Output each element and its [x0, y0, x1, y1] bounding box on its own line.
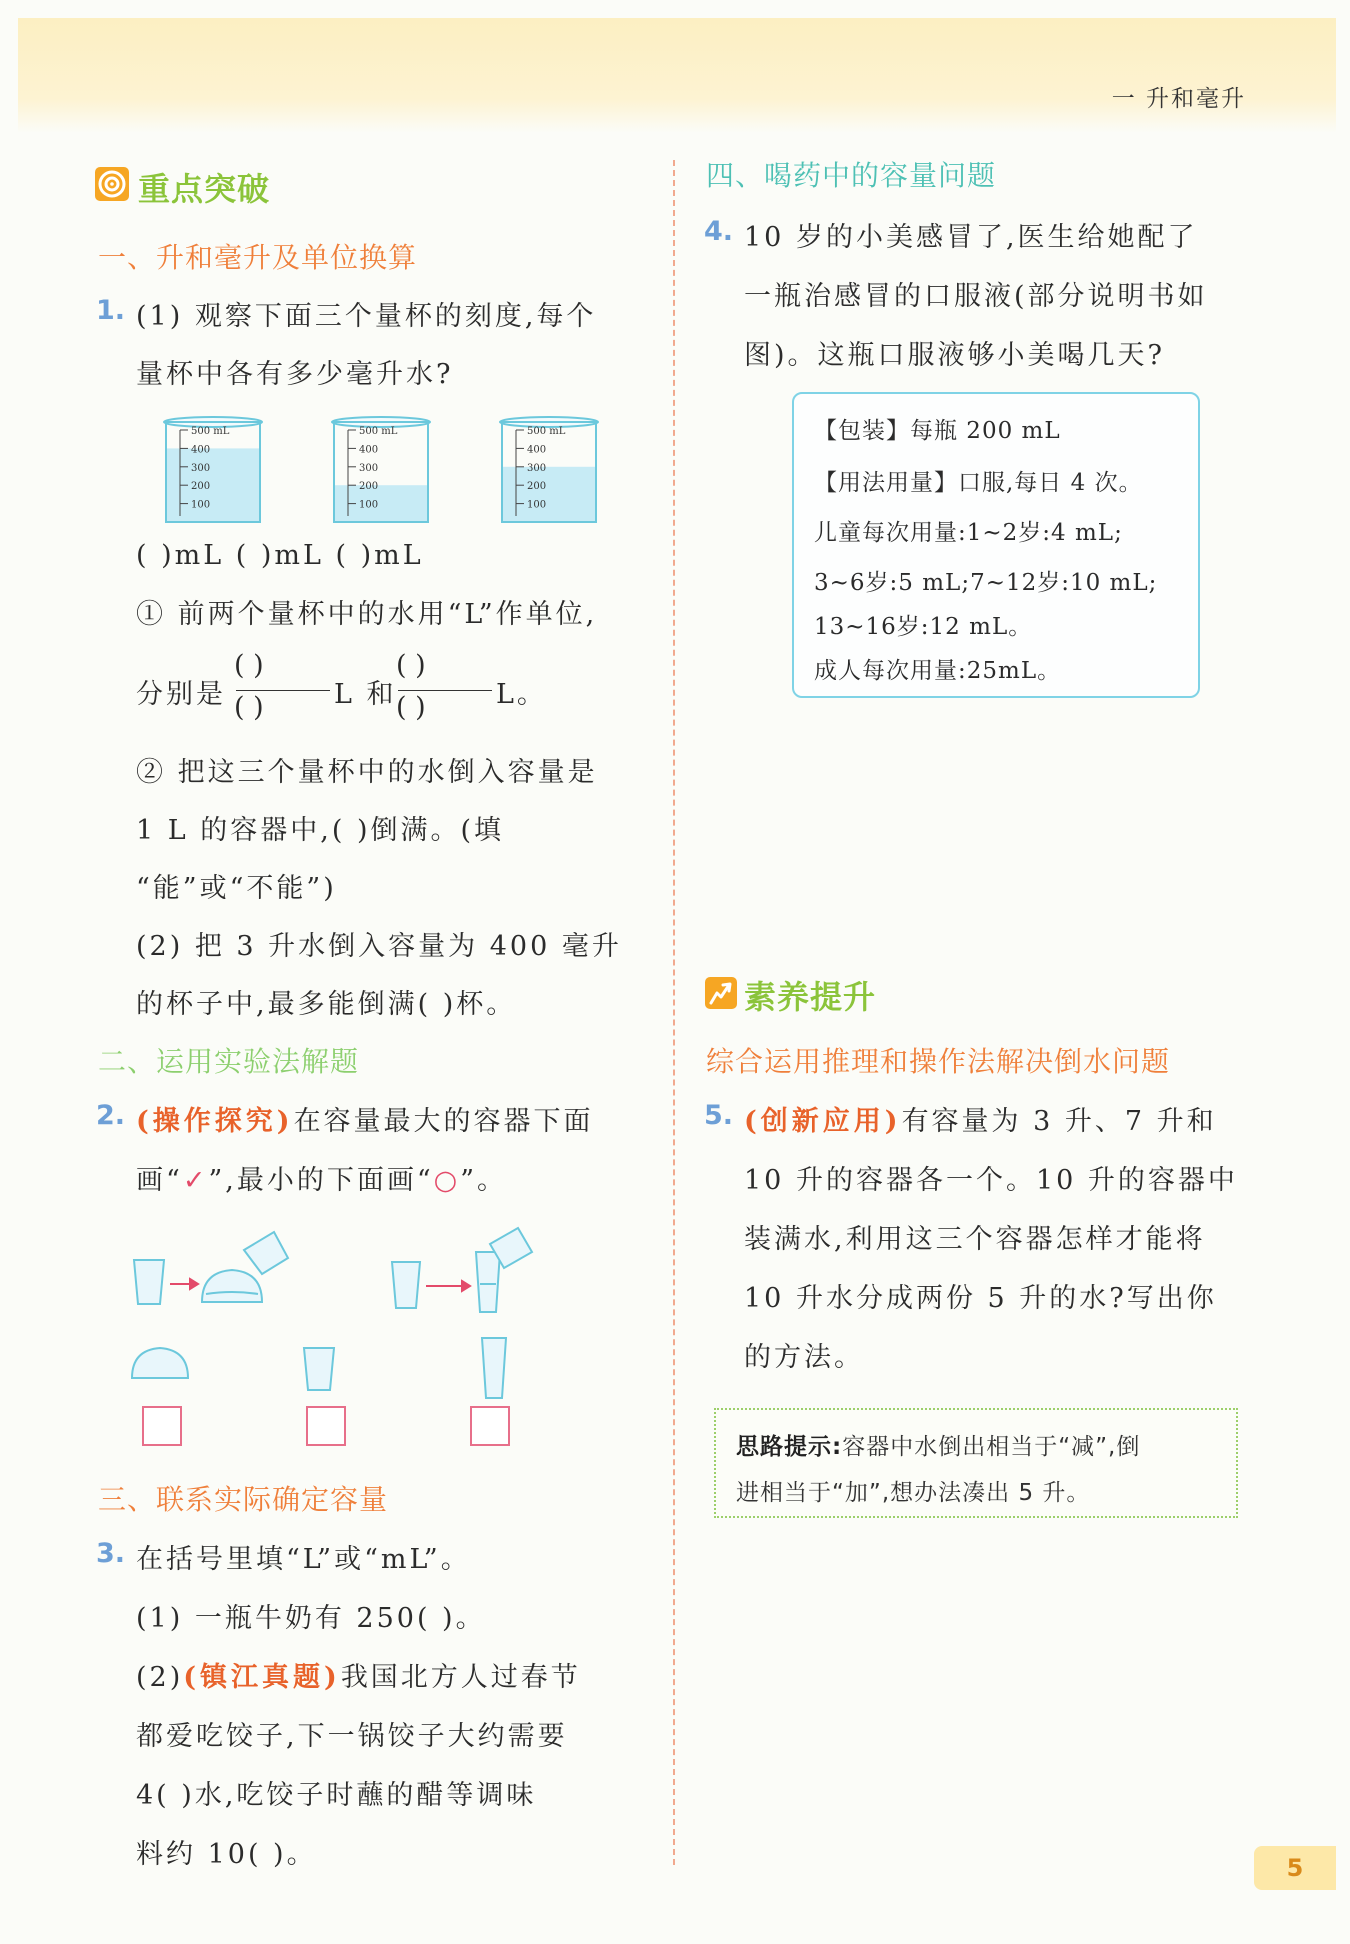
subsection-5-title: 综合运用推理和操作法解决倒水问题: [706, 1045, 1171, 1078]
question-3-tag: (镇江真题): [183, 1662, 341, 1693]
question-1-part-2-line-2: 1 L 的容器中,( )倒满。(填: [136, 815, 505, 846]
fraction-prefix: 分别是: [136, 679, 226, 710]
glass-container-icon: [304, 1348, 334, 1390]
bowl-container-icon: [132, 1348, 188, 1378]
measuring-cups-figure: [150, 410, 630, 540]
question-3-sub-2-rest: 我国北方人过春节: [340, 1662, 581, 1693]
question-2-line-1-rest: 在容量最大的容器下面: [293, 1106, 594, 1137]
fraction-2-numerator: ( ): [396, 650, 426, 681]
question-2-number: 2.: [96, 1100, 126, 1131]
question-5-line-1: [744, 1099, 1217, 1138]
instructions-line-6: 成人每次用量:25mL。: [814, 658, 1062, 684]
question-3-sub-2-line-1: [136, 1655, 581, 1694]
question-4-line-2: 一瓶治感冒的口服液(部分说明书如: [744, 281, 1208, 312]
question-1-part-2-line-3: “能”或“不能”): [136, 873, 337, 904]
question-3-sub-2-line-2: 都爱吃饺子,下一锅饺子大约需要: [136, 1721, 568, 1752]
circle-mark-icon: ○: [433, 1165, 461, 1196]
cup-tick-label: 200: [359, 481, 379, 493]
hint-line-2: 进相当于“加”,想办法凑出 5 升。: [736, 1480, 1091, 1506]
question-5-number: 5.: [704, 1100, 734, 1131]
question-5-line-4: 10 升水分成两份 5 升的水?写出你: [744, 1283, 1217, 1314]
cup-tick-label: 500 mL: [191, 426, 230, 437]
cup-tick-label: 300: [359, 462, 379, 474]
hint-line-1: [736, 1428, 1140, 1461]
question-5-line-5: 的方法。: [744, 1342, 864, 1373]
tilted-glass-icon: [244, 1232, 288, 1274]
question-3-sub-2-line-3: 4( )水,吃饺子时蘸的醋等调味: [136, 1780, 537, 1811]
fraction-unit-2: L。: [496, 679, 547, 710]
question-1-part-1-line-1: ① 前两个量杯中的水用“L”作单位,: [136, 599, 598, 630]
measuring-cup-2: [332, 417, 430, 522]
instructions-line-3: 儿童每次用量:1~2岁:4 mL;: [814, 520, 1123, 546]
subsection-4-title: 四、喝药中的容量问题: [706, 159, 997, 192]
arrow-up-icon: [704, 976, 738, 1010]
instructions-line-5: 13~16岁:12 mL。: [814, 614, 1033, 640]
instructions-line-1: 【包装】每瓶 200 mL: [814, 418, 1061, 444]
cup-tick-label: 400: [527, 444, 547, 456]
section-title-improvement: 素养提升: [744, 978, 877, 1016]
cup-answer-slots: ( )mL ( )mL ( )mL: [136, 540, 424, 571]
medicine-instructions-box: [792, 392, 1200, 698]
fraction-1-numerator: ( ): [234, 650, 264, 681]
question-2-text-a: 画“: [136, 1165, 183, 1196]
cup-tick-label: 100: [359, 499, 379, 511]
question-5-line-1-rest: 有容量为 3 升、7 升和: [901, 1106, 1217, 1137]
answer-box-tall-glass[interactable]: [470, 1406, 510, 1446]
question-4-line-1: 10 岁的小美感冒了,医生给她配了: [744, 222, 1198, 253]
question-3-sub-1: (1) 一瓶牛奶有 250( )。: [136, 1603, 486, 1634]
hint-line-1-rest: 容器中水倒出相当于“减”,倒: [842, 1434, 1141, 1460]
tall-glass-container-icon: [482, 1338, 506, 1398]
fraction-1-bar: [236, 690, 330, 691]
cup-tick-label: 200: [527, 481, 547, 493]
check-mark-icon: ✓: [182, 1165, 209, 1196]
cup-tick-label: 300: [191, 462, 211, 474]
question-1-line-2: 量杯中各有多少毫升水?: [136, 359, 454, 390]
cup-tick-label: 400: [359, 444, 379, 456]
column-divider: [673, 160, 675, 1865]
question-3-sub-2-line-4: 料约 10( )。: [136, 1839, 317, 1870]
cup-tick-label: 500 mL: [359, 426, 398, 437]
measuring-cup-1: [164, 417, 262, 522]
section-title-key-points: 重点突破: [138, 170, 271, 208]
glass-icon: [134, 1260, 164, 1304]
instructions-line-2: 【用法用量】口服,每日 4 次。: [814, 470, 1143, 496]
subsection-1-title: 一、升和毫升及单位换算: [98, 241, 418, 274]
subsection-3-title: 三、联系实际确定容量: [98, 1483, 389, 1516]
question-1-line-1: (1) 观察下面三个量杯的刻度,每个: [136, 301, 597, 332]
chapter-title: 一 升和毫升: [1111, 86, 1246, 112]
header-band: [18, 18, 1336, 133]
question-5-line-2: 10 升的容器各一个。10 升的容器中: [744, 1165, 1238, 1196]
question-1-part-2-line-1: ② 把这三个量杯中的水倒入容量是: [136, 757, 598, 788]
question-2-line-1: [136, 1099, 594, 1138]
cup-tick-label: 500 mL: [527, 426, 566, 437]
fraction-1-denominator: ( ): [234, 692, 264, 723]
cup-tick-label: 100: [527, 499, 547, 511]
question-2-line-2: [136, 1158, 507, 1197]
question-4-line-3: 图)。这瓶口服液够小美喝几天?: [744, 340, 1166, 371]
question-3-sub-2-prefix: (2): [136, 1662, 184, 1693]
question-3-line-1: 在括号里填“L”或“mL”。: [136, 1544, 471, 1575]
answer-box-bowl[interactable]: [142, 1406, 182, 1446]
question-4-number: 4.: [704, 216, 734, 247]
fraction-2-bar: [398, 690, 492, 691]
cup-tick-label: 400: [191, 444, 211, 456]
bowl-icon: [202, 1270, 262, 1302]
instructions-line-4: 3~6岁:5 mL;7~12岁:10 mL;: [814, 570, 1158, 596]
glass-icon-2: [392, 1262, 420, 1308]
subsection-2-title: 二、运用实验法解题: [98, 1045, 360, 1078]
answer-box-glass[interactable]: [306, 1406, 346, 1446]
question-3-number: 3.: [96, 1538, 126, 1569]
question-2-text-b: ”,最小的下面画“: [208, 1165, 434, 1196]
measuring-cup-3: [500, 417, 598, 522]
fraction-unit-1: L 和: [334, 679, 397, 710]
target-icon: [94, 166, 130, 202]
question-1-number: 1.: [96, 295, 126, 326]
fraction-2-denominator: ( ): [396, 692, 426, 723]
hint-label: 思路提示:: [736, 1434, 843, 1460]
cup-tick-label: 300: [527, 462, 547, 474]
page-number: 5: [1254, 1846, 1336, 1890]
question-2-tag: (操作探究): [136, 1106, 294, 1137]
cup-tick-label: 100: [191, 499, 211, 511]
question-5-tag: (创新应用): [744, 1106, 902, 1137]
tall-glass-icon: [476, 1252, 500, 1312]
question-1-part-3-line-1: (2) 把 3 升水倒入容量为 400 毫升: [136, 931, 622, 962]
question-5-line-3: 装满水,利用这三个容器怎样才能将: [744, 1224, 1206, 1255]
question-1-part-3-line-2: 的杯子中,最多能倒满( )杯。: [136, 989, 517, 1020]
hint-box: [714, 1408, 1238, 1518]
question-2-text-c: ”。: [460, 1165, 508, 1196]
cup-tick-label: 200: [191, 481, 211, 493]
